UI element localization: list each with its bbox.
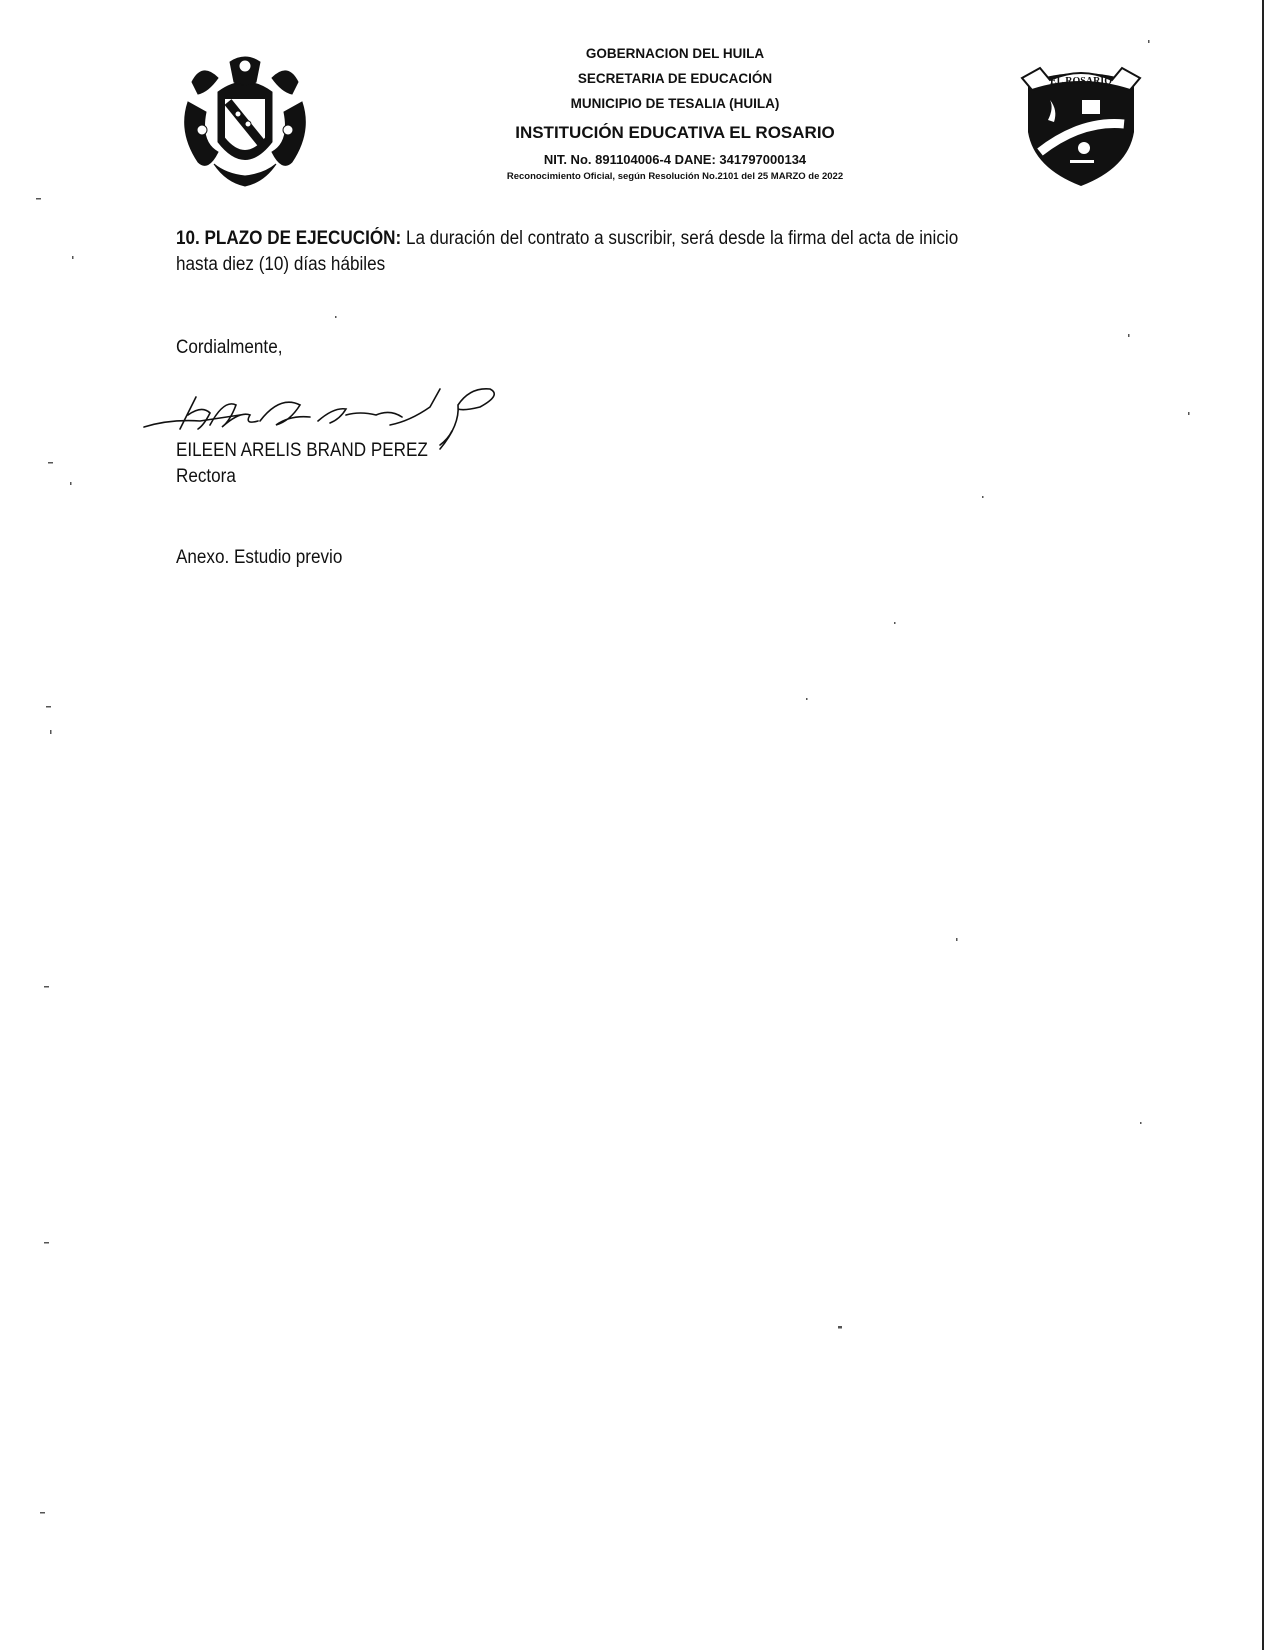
clause-heading: 10. PLAZO DE EJECUCIÓN: bbox=[176, 228, 402, 249]
nit-dane: NIT. No. 891104006-4 DANE: 341797000134 bbox=[543, 151, 807, 167]
secretariat-name: SECRETARIA DE EDUCACIÓN bbox=[577, 71, 773, 87]
official-recognition: Reconocimiento Oficial, según Resolución No.2101 del 25 MARZO de 2022 bbox=[506, 170, 844, 182]
svg-text:EL ROSARIO: EL ROSARIO bbox=[1050, 76, 1112, 87]
government-name: GOBERNACION DEL HUILA bbox=[585, 46, 765, 61]
signer-name: EILEEN ARELIS BRAND PEREZ bbox=[176, 440, 428, 461]
signer-role: Rectora bbox=[176, 466, 236, 487]
closing-salutation: Cordialmente, bbox=[176, 337, 283, 358]
annex-note: Anexo. Estudio previo bbox=[176, 547, 343, 568]
municipality-name: MUNICIPIO DE TESALIA (HUILA) bbox=[570, 96, 780, 112]
institution-name: INSTITUCIÓN EDUCATIVA EL ROSARIO bbox=[515, 122, 835, 142]
clause-text: La duración del contrato a suscribir, será desde la firma del acta de inicio hasta diez (10) días hábiles bbox=[176, 228, 959, 275]
